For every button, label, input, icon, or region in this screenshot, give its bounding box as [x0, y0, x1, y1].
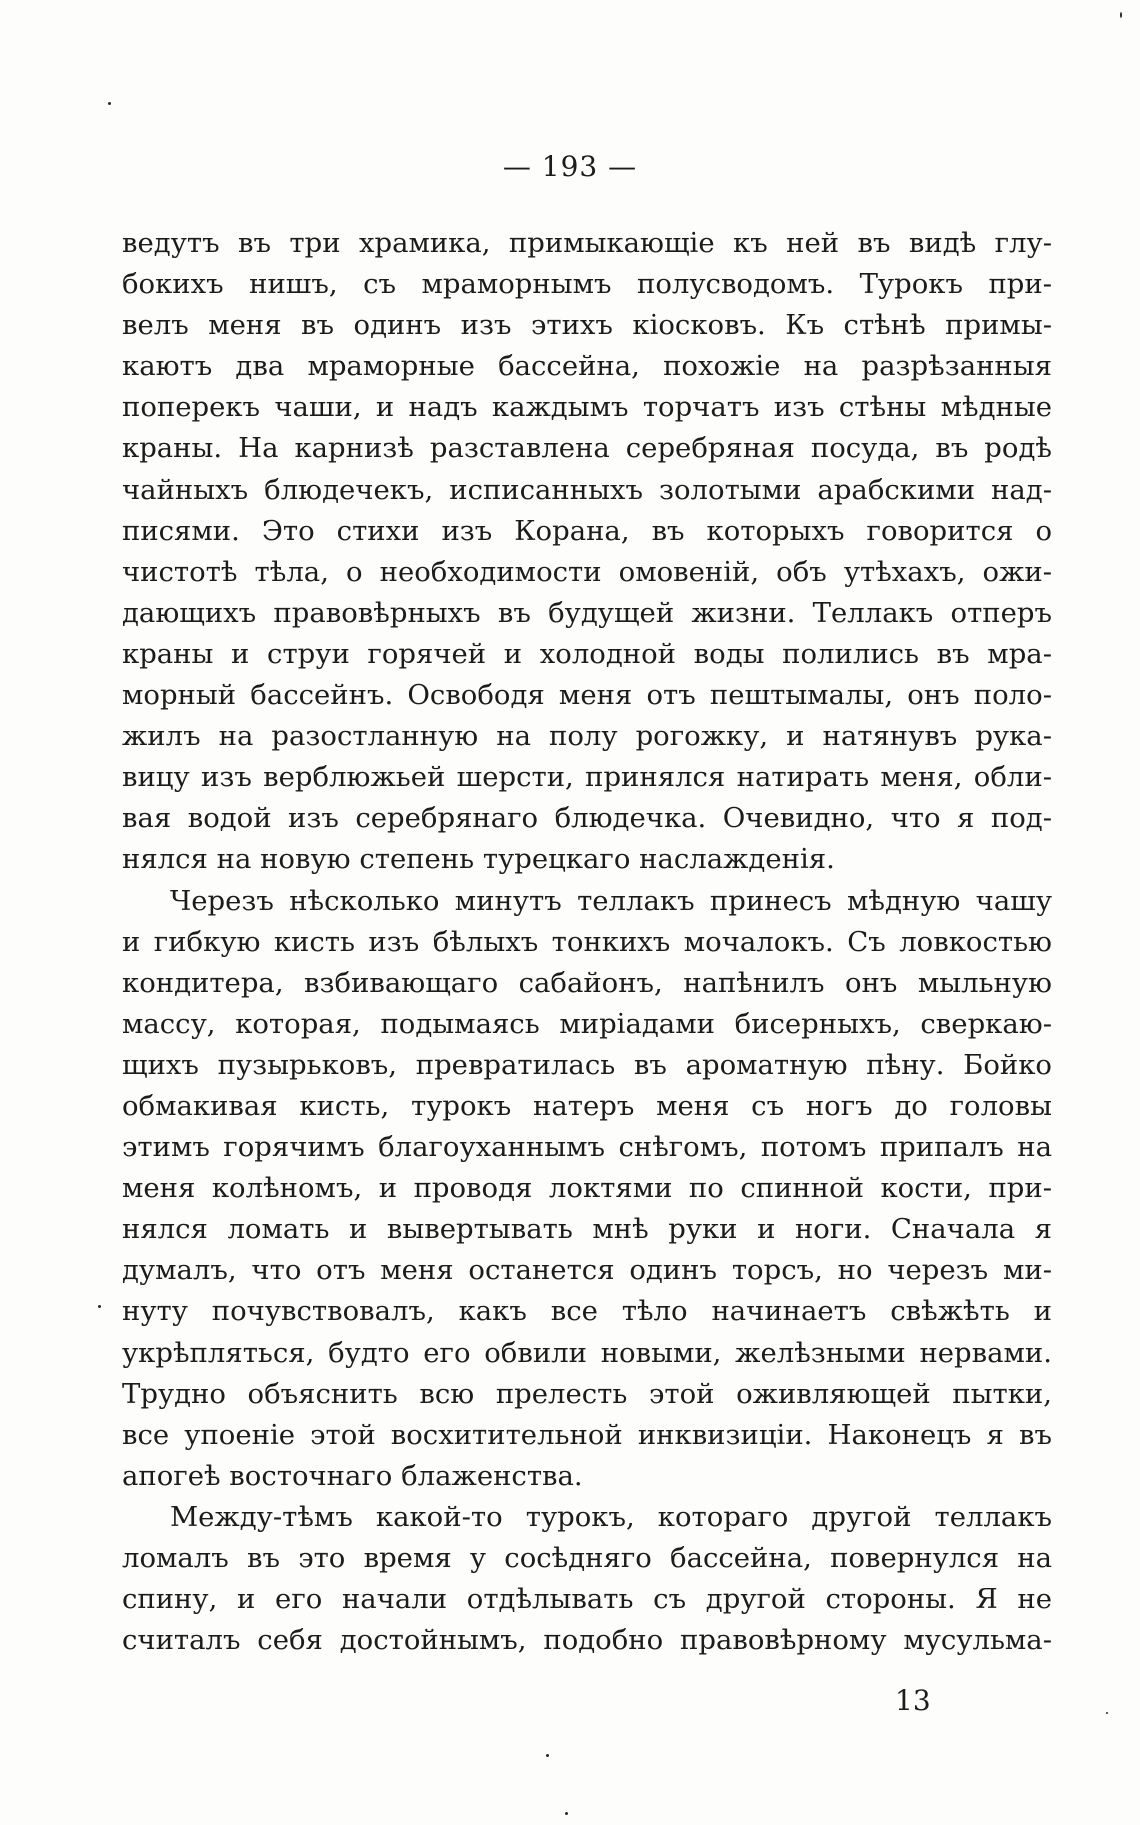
- scan-speck: [565, 1812, 568, 1815]
- text-line: меня колѣномъ, и проводя локтями по спинной кости, при-: [122, 1172, 1052, 1205]
- text-line: краны и струи горячей и холодной воды полились въ мра-: [122, 637, 1052, 670]
- text-line: писями. Это стихи изъ Корана, въ которыхъ говорится о: [122, 514, 1052, 547]
- text-line: нялся ломать и вывертывать мнѣ руки и ноги. Сначала я: [122, 1213, 1052, 1246]
- text-line: ломалъ въ это время у сосѣдняго бассейна, повернулся на: [122, 1542, 1052, 1574]
- text-line: чистотѣ тѣла, о необходимости омовеній, объ утѣхахъ, ожи-: [122, 555, 1052, 588]
- text-line: все упоеніе этой восхитительной инквизиціи. Наконецъ я въ: [122, 1418, 1052, 1451]
- text-line: жилъ на разостланную на полу рогожку, и натянувъ рука-: [122, 720, 1052, 753]
- text-line: дающихъ правовѣрныхъ въ будущей жизни. Теллакъ отперъ: [122, 596, 1052, 629]
- text-line: бокихъ нишъ, съ мраморнымъ полусводомъ. Турокъ при-: [122, 268, 1052, 301]
- text-line: кондитера, взбивающаго сабайонъ, напѣнилъ онъ мыльную: [122, 966, 1052, 999]
- text-line: поперекъ чаши, и надъ каждымъ торчатъ изъ стѣны мѣдные: [122, 391, 1052, 424]
- text-line: нуту почувствовалъ, какъ все тѣло начинаетъ свѣжѣть и: [122, 1295, 1052, 1328]
- text-line: морный бассейнъ. Освободя меня отъ пештымалы, онъ поло-: [122, 679, 1052, 712]
- text-line: спину, и его начали отдѣлывать съ другой стороны. Я не: [122, 1583, 1052, 1616]
- signature-mark: 13: [895, 1684, 931, 1717]
- text-line: укрѣпляться, будто его обвили новыми, желѣзными нервами.: [122, 1336, 1052, 1369]
- text-line: Трудно объяснить всю прелесть этой оживляющей пытки,: [122, 1377, 1052, 1410]
- text-line: чайныхъ блюдечекъ, исписанныхъ золотыми арабскими над-: [122, 473, 1052, 506]
- page-number: — 193 —: [502, 150, 638, 183]
- text-line: краны. На карнизѣ разставлена серебряная посуда, въ родѣ: [122, 432, 1052, 465]
- text-line: думалъ, что отъ меня останется одинъ торсъ, но черезъ ми-: [122, 1254, 1052, 1287]
- scan-speck: [546, 1754, 549, 1757]
- text-line: ведутъ въ три храмика, примыкающіе къ ней въ видѣ глу-: [122, 227, 1052, 259]
- text-line: этимъ горячимъ благоуханнымъ снѣгомъ, потомъ припалъ на: [122, 1131, 1052, 1164]
- text-line: щихъ пузырьковъ, превратилась въ ароматную пѣну. Бойко: [122, 1048, 1052, 1081]
- scan-speck: [98, 1305, 101, 1308]
- text-line: вая водой изъ серебрянаго блюдечка. Очевидно, что я под-: [122, 802, 1052, 835]
- scan-speck: [108, 102, 111, 105]
- text-line: вицу изъ верблюжьей шерсти, принялся натирать меня, обли-: [122, 761, 1052, 794]
- text-line: велъ меня въ одинъ изъ этихъ кіосковъ. Къ стѣнѣ примы-: [122, 309, 1052, 342]
- text-line: обмакивая кисть, турокъ натеръ меня съ ногъ до головы: [122, 1089, 1052, 1122]
- text-line: каютъ два мраморные бассейна, похожіе на разрѣзанныя: [122, 350, 1052, 383]
- scan-speck: [1120, 12, 1122, 18]
- body-text: [122, 223, 1052, 1661]
- text-line: Черезъ нѣсколько минутъ теллакъ принесъ мѣдную чашу: [170, 884, 1052, 917]
- text-line: Между-тѣмъ какой-то турокъ, котораго другой теллакъ: [170, 1500, 1052, 1533]
- text-line: и гибкую кисть изъ бѣлыхъ тонкихъ мочалокъ. Съ ловкостью: [122, 925, 1052, 958]
- scan-speck: [1106, 1712, 1108, 1714]
- text-line: считалъ себя достойнымъ, подобно правовѣрному мусульма-: [122, 1624, 1052, 1657]
- text-line: массу, которая, подымаясь миріадами бисерныхъ, сверкаю-: [122, 1007, 1052, 1040]
- text-line: апогеѣ восточнаго блаженства.: [122, 1459, 583, 1492]
- text-line: нялся на новую степень турецкаго наслажденія.: [122, 843, 835, 876]
